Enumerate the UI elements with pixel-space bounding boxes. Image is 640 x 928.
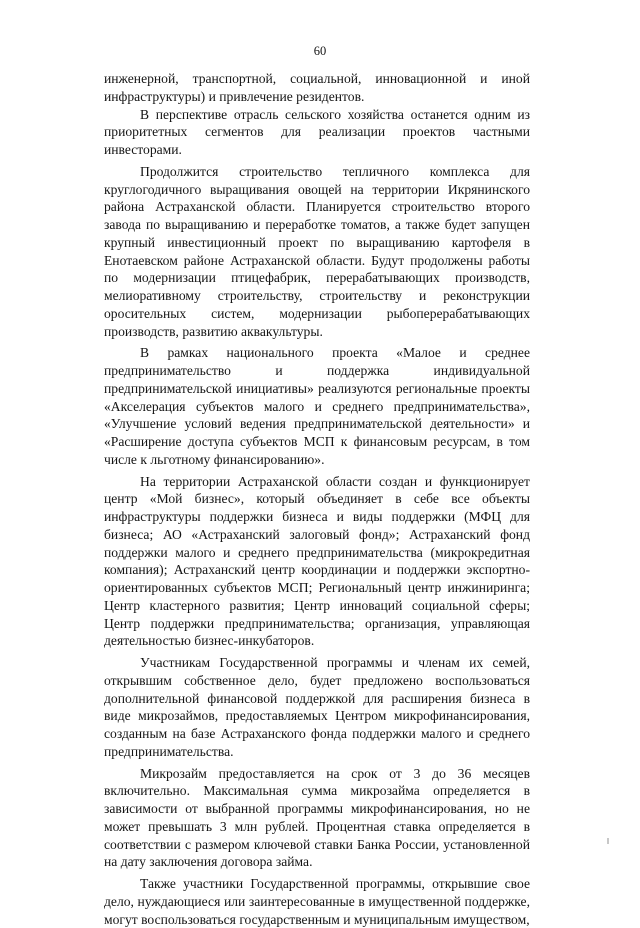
paragraph: Также участники Государственной программы, открывшие свое дело, нуждающиеся или заинтересованные в имущественной поддержке, могут воспользоваться государственным и муниципальным имуществом, xyxy=(104,876,530,927)
paragraph: Продолжится строительство тепличного комплекса для круглогодичного выращивания овощей на территории Икрянинского района Астраханской области. Планируется строительство второго завода по выращиванию и переработке томатов, а также будет запущен крупный инвестиционный проект по выращиванию картофеля в Енотаевском районе Астраханской области. Будут продолжены работы по модернизации птицефабрик, перерабатывающих производств, мелиоративному строительству, строительству и реконструкции оросительных систем, модернизации рыбоперерабатывающих производств, развитию аквакультуры. xyxy=(104,163,530,339)
paragraph: Участникам Государственной программы и членам их семей, открывшим собственное дело, будет предложено воспользоваться дополнительной финансовой поддержкой для расширения бизнеса в виде микрозаймов, предоставляемых Центром микрофинансирования, созданным на базе Астраханского фонда поддержки малого и среднего предпринимательства. xyxy=(104,655,530,759)
page-number: 60 xyxy=(313,44,327,58)
paragraph: На территории Астраханской области создан и функционирует центр «Мой бизнес», который объединяет в себе все объекты инфраструктуры поддержки бизнеса и виды поддержки (МФЦ для бизнеса; АО «Астраханский залоговый фонд»; Астраханский фонд поддержки малого и среднего предпринимательства (микрокредитная компания); Астраханский центр координации и поддержки экспортно-ориентированных субъектов МСП; Региональный центр инжиниринга; Центр кластерного развития; Центр инноваций социальной сферы; Центр поддержки предпринимательства; организация, управляющая деятельностью бизнес-инкубаторов. xyxy=(104,473,530,649)
paragraph: В рамках национального проекта «Малое и среднее предпринимательство и поддержка индивидуальной предпринимательской инициативы» реализуются региональные проекты «Акселерация субъектов малого и среднего предпринимательства», «Улучшение условий ведения предпринимательской деятельности» и «Расширение доступа субъектов МСП к финансовым ресурсам, в том числе к льготному финансированию». xyxy=(104,345,530,467)
scan-mark xyxy=(607,838,609,844)
paragraph: инженерной, транспортной, социальной, инновационной и иной инфраструктуры) и привлечение резидентов. xyxy=(104,71,530,104)
paragraph: В перспективе отрасль сельского хозяйства останется одним из приоритетных сегментов для реализации проектов частными инвесторами. xyxy=(104,106,530,157)
body-text xyxy=(104,70,530,928)
paragraph: Микрозайм предоставляется на срок от 3 до 36 месяцев включительно. Максимальная сумма микрозайма определяется в зависимости от выбранной программы микрофинансирования, но не может превышать 3 млн рублей. Процентная ставка определяется в соответствии с размером ключевой ставки Банка России, установленной на дату заключения договора займа. xyxy=(104,765,530,870)
